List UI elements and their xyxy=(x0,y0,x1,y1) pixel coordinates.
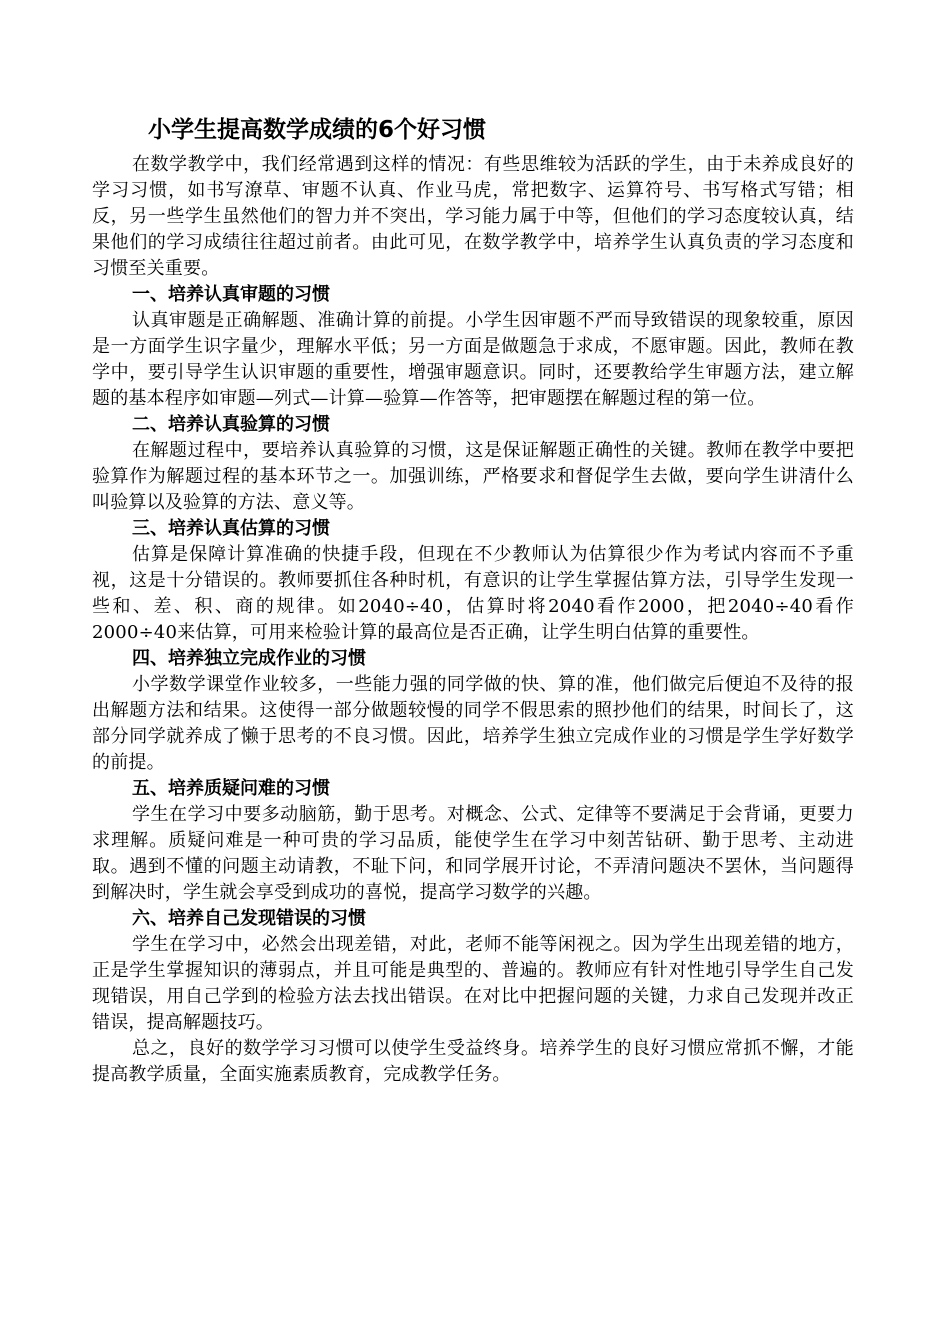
section-heading-3: 三、培养认真估算的习惯 xyxy=(132,518,330,539)
section-heading-5: 五、培养质疑问难的习惯 xyxy=(132,778,330,799)
document-title: 小学生提高数学成绩的6个好习惯 xyxy=(148,117,487,143)
section-heading-1: 一、培养认真审题的习惯 xyxy=(132,284,330,305)
section-heading-2: 二、培养认真验算的习惯 xyxy=(132,414,330,435)
section-body-1: 认真审题是正确解题、准确计算的前提。小学生因审题不严而导致错误的现象较重，原因是一方面学生识字量少，理解水平低；另一方面是做题急于求成，不愿审题。因此，教师在教学中，要引导学生认识审题的重要性，增强审题意识。同时，还要教给学生审题方法，建立解题的基本程序如审题—列式—计算—验算—作答等，把审题摆在解题过程的第一位。 xyxy=(92,310,854,409)
section-body-2: 在解题过程中，要培养认真验算的习惯，这是保证解题正确性的关键。教师在教学中要把验算作为解题过程的基本环节之一。加强训练，严格要求和督促学生去做，要向学生讲清什么叫验算以及验算的方法、意义等。 xyxy=(92,440,854,513)
section-body-3: 估算是保障计算准确的快捷手段，但现在不少教师认为估算很少作为考试内容而不予重视，这是十分错误的。教师要抓住各种时机，有意识的让学生掌握估算方法，引导学生发现一些和、差、积、商的规律。如2040÷40，估算时将2040看作2000，把2040÷40看作2000÷40来估算，可用来检验计算的最高位是否正确，让学生明白估算的重要性。 xyxy=(92,544,854,643)
section-body-4: 小学数学课堂作业较多，一些能力强的同学做的快、算的准，他们做完后便迫不及待的报出解题方法和结果。这使得一部分做题较慢的同学不假思索的照抄他们的结果，时间长了，这部分同学就养成了懒于思考的不良习惯。因此，培养学生独立完成作业的习惯是学生学好数学的前提。 xyxy=(92,674,854,773)
section-heading-6: 六、培养自己发现错误的习惯 xyxy=(132,908,366,929)
section-heading-4: 四、培养独立完成作业的习惯 xyxy=(132,648,366,669)
document-body xyxy=(92,112,854,1088)
section-body-5: 学生在学习中要多动脑筋，勤于思考。对概念、公式、定律等不要满足于会背诵，更要力求理解。质疑问难是一种可贵的学习品质，能使学生在学习中刻苦钻研、勤于思考、主动进取。遇到不懂的问题主动请教，不耻下问，和同学展开讨论，不弄清问题决不罢休，当问题得到解决时，学生就会享受到成功的喜悦，提高学习数学的兴趣。 xyxy=(92,804,854,903)
section-body-6: 学生在学习中，必然会出现差错，对此，老师不能等闲视之。因为学生出现差错的地方，正是学生掌握知识的薄弱点，并且可能是典型的、普遍的。教师应有针对性地引导学生自己发现错误，用自己学到的检验方法去找出错误。在对比中把握问题的关键，力求自己发现并改正错误，提高解题技巧。 xyxy=(92,934,854,1033)
intro-paragraph: 在数学教学中，我们经常遇到这样的情况：有些思维较为活跃的学生，由于未养成良好的学习习惯，如书写潦草、审题不认真、作业马虎，常把数字、运算符号、书写格式写错；相反，另一些学生虽然他们的智力并不突出，学习能力属于中等，但他们的学习态度较认真，结果他们的学习成绩往往超过前者。由此可见，在数学教学中，培养学生认真负责的学习态度和习惯至关重要。 xyxy=(92,154,854,279)
conclusion-paragraph: 总之，良好的数学学习习惯可以使学生受益终身。培养学生的良好习惯应常抓不懈，才能提高教学质量，全面实施素质教育，完成教学任务。 xyxy=(92,1038,854,1085)
